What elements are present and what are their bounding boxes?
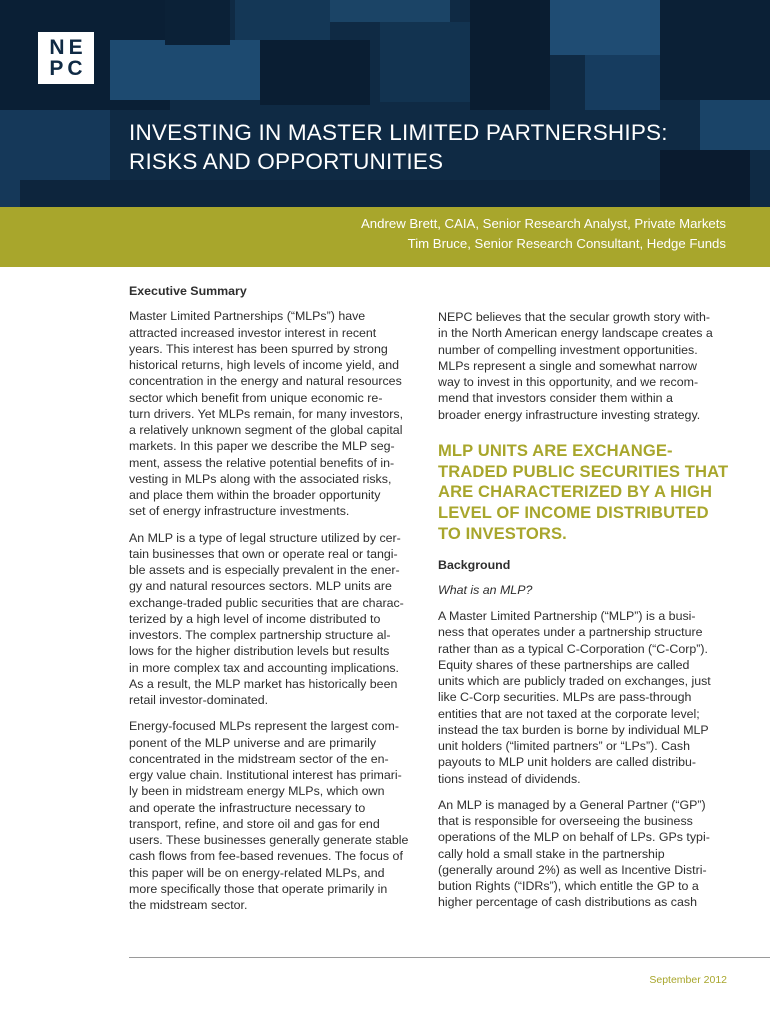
footer-date: September 2012 <box>649 974 727 986</box>
text-line: MLPs represent a single and somewhat narrow <box>438 358 697 373</box>
text-line: ble assets and is especially prevalent in the ener- <box>129 563 400 577</box>
header-banner <box>0 0 770 207</box>
text-line: bution Rights (“IDRs”), which entitle the GP to a <box>438 879 699 894</box>
text-line: users. These businesses generally generate stable <box>129 833 409 847</box>
text-line: sector which benefit from unique economic re- <box>129 390 383 405</box>
text-line: Master Limited Partnerships (“MLPs”) have <box>129 309 366 324</box>
text-line: turn drivers. Yet MLPs remain, for many investors, <box>129 406 404 421</box>
text-line: attracted increased investor interest in recent <box>129 325 377 340</box>
text-line: investors. The complex partnership structure al- <box>129 628 391 642</box>
text-line: unit holders (“limited partners” or “LPs”). Cash <box>438 739 691 754</box>
executive-summary-heading: Executive Summary <box>129 284 247 298</box>
text-line: An MLP is managed by a General Partner (“GP”) <box>438 797 706 812</box>
text-line: An MLP is a type of legal structure utilized by cer- <box>129 530 401 545</box>
text-line: lows for the higher distribution levels but results <box>129 644 390 659</box>
intro-paragraph <box>438 309 730 423</box>
banner-block <box>550 0 660 55</box>
banner-block <box>110 40 260 100</box>
text-line: cally hold a small stake in the partnership <box>438 846 665 861</box>
paragraph <box>129 530 415 709</box>
text-line: and operate the infrastructure necessary to <box>129 800 366 815</box>
banner-block <box>585 55 660 110</box>
text-line: exchange-traded public securities that are charac- <box>129 595 404 610</box>
text-line: number of compelling investment opportunities. <box>438 342 698 357</box>
text-line: ponent of the MLP universe and are primarily <box>129 735 377 750</box>
text-line: TO INVESTORS. <box>438 523 567 543</box>
logo-line-1: NE <box>49 36 87 59</box>
text-line: instead the tax burden is borne by individual MLP <box>438 722 709 737</box>
text-line: ly been in midstream energy MLPs, which own <box>129 784 385 799</box>
text-line: (generally around 2%) as well as Incentive Distri- <box>438 862 707 877</box>
paragraph <box>438 608 730 787</box>
text-line: higher percentage of cash distributions as cash <box>438 895 697 910</box>
banner-block <box>660 0 770 100</box>
text-line: the midstream sector. <box>129 898 248 912</box>
text-line: ment, assess the relative potential benefits of in- <box>129 455 395 470</box>
text-line: more specifically those that operate primarily in <box>129 881 388 896</box>
banner-block <box>330 0 450 22</box>
logo-line-2: PC <box>49 57 87 80</box>
text-line: entities that are not taxed at the corporate level; <box>438 706 700 721</box>
text-line: years. This interest has been spurred by strong <box>129 341 388 356</box>
text-line: concentration in the energy and natural resources <box>129 374 402 389</box>
text-line: ergy value chain. Institutional interest has primari- <box>129 768 402 782</box>
banner-block <box>380 22 470 102</box>
text-line: payouts to MLP unit holders are called distribu- <box>438 755 697 770</box>
text-line: ness that operates under a partnership structure <box>438 625 703 640</box>
author-1: Andrew Brett, CAIA, Senior Research Analyst, Private Markets <box>361 216 726 231</box>
text-line: mend that investors consider them within a <box>438 391 673 406</box>
text-line: in more complex tax and accounting implications. <box>129 660 399 675</box>
paragraph <box>129 308 415 519</box>
text-line: concentrated in the midstream sector of the en- <box>129 751 389 766</box>
text-line: retail investor-dominated. <box>129 693 269 707</box>
text-line: ARE CHARACTERIZED BY A HIGH <box>438 482 713 502</box>
text-line: Equity shares of these partnerships are called <box>438 657 690 672</box>
question-subheading: What is an MLP? <box>438 582 533 597</box>
text-line: units which are publicly traded on exchanges, just <box>438 674 711 689</box>
right-column <box>438 309 730 921</box>
title-line-1: INVESTING IN MASTER LIMITED PARTNERSHIPS: <box>129 120 668 145</box>
text-line: and place them within the broader opportunity <box>129 488 381 502</box>
banner-block <box>165 0 230 45</box>
text-line: a relatively unknown segment of the global capital <box>129 423 403 437</box>
text-line: in the North American energy landscape creates a <box>438 326 713 341</box>
text-line: terized by a high level of income distributed to <box>129 611 381 626</box>
text-line: LEVEL OF INCOME DISTRIBUTED <box>438 503 709 523</box>
text-line: historical returns, high levels of income yield, and <box>129 358 399 372</box>
text-line: markets. In this paper we describe the MLP seg- <box>129 439 395 454</box>
text-line: set of energy infrastructure investments. <box>129 504 350 519</box>
banner-block <box>260 40 370 105</box>
banner-block <box>20 180 750 207</box>
left-column <box>129 283 415 923</box>
text-line: A Master Limited Partnership (“MLP”) is a busi- <box>438 609 696 624</box>
text-line: rather than as a typical C-Corporation (“C-Corp”). <box>438 641 708 656</box>
text-line: TRADED PUBLIC SECURITIES THAT <box>438 461 729 481</box>
text-line: cash flows from fee-based revenues. The focus of <box>129 849 403 864</box>
banner-block <box>235 0 330 40</box>
text-line: like C-Corp securities. MLPs are pass-through <box>438 690 692 705</box>
title-line-2: RISKS AND OPPORTUNITIES <box>129 149 444 174</box>
paragraph <box>438 797 730 911</box>
background-heading: Background <box>438 557 511 572</box>
text-line: Energy-focused MLPs represent the largest com- <box>129 719 399 734</box>
banner-block <box>470 0 550 110</box>
text-line: As a result, the MLP market has historically been <box>129 676 398 691</box>
text-line: NEPC believes that the secular growth story with- <box>438 310 711 324</box>
document-title <box>129 118 749 176</box>
text-line: MLP UNITS ARE EXCHANGE- <box>438 440 673 460</box>
text-line: that is responsible for overseeing the business <box>438 814 693 829</box>
text-line: operations of the MLP on behalf of LPs. GPs typi- <box>438 830 710 845</box>
text-line: transport, refine, and store oil and gas for end <box>129 816 380 831</box>
text-line: gy and natural resources sectors. MLP units are <box>129 579 392 594</box>
author-2: Tim Bruce, Senior Research Consultant, Hedge Funds <box>407 236 726 251</box>
pull-quote <box>438 441 730 545</box>
footer-divider <box>129 957 770 958</box>
nepc-logo <box>38 32 94 84</box>
text-line: tions instead of dividends. <box>438 771 581 786</box>
author-band <box>0 207 770 267</box>
text-line: this paper will be on energy-related MLPs, and <box>129 865 385 880</box>
text-line: broader energy infrastructure investing strategy. <box>438 407 701 422</box>
paragraph <box>129 718 415 913</box>
text-line: tain businesses that own or operate real or tangi- <box>129 546 398 561</box>
text-line: way to invest in this opportunity, and we recom- <box>438 375 699 389</box>
text-line: vesting in MLPs along with the associated risks, <box>129 471 392 486</box>
